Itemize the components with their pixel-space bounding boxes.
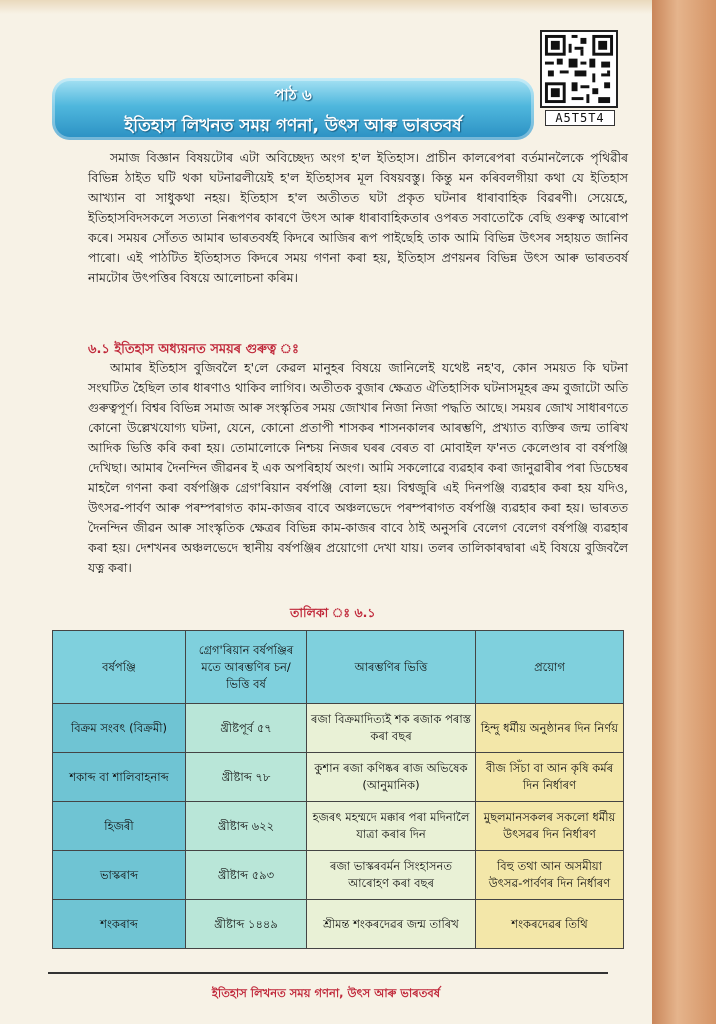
table-header-cell: প্ৰয়োগ — [476, 631, 624, 704]
table-row — [53, 900, 624, 949]
qr-caption: A5T5T4 — [545, 110, 615, 126]
table-cell: কুশান ৰজা কণিষ্কৰ ৰাজ অভিষেক (আনুমানিক) — [307, 753, 476, 802]
table-cell: বীজ সিঁচা বা আন কৃষি কৰ্মৰ দিন নিৰ্ধাৰণ — [476, 753, 624, 802]
table-cell: শ্ৰীমন্ত শংকৰদেৱৰ জন্ম তাৰিখ — [307, 900, 476, 949]
table-header-cell: আৰম্ভণিৰ ভিত্তি — [307, 631, 476, 704]
qr-code-image — [540, 30, 618, 108]
table-cell: খ্ৰীষ্টাব্দ ৫৯৩ — [186, 851, 307, 900]
table-cell: শকাব্দ বা শালিবাহনাব্দ — [53, 753, 186, 802]
chapter-banner — [52, 78, 534, 140]
table-cell: মুছলমানসকলৰ সকলো ধৰ্মীয় উৎসৱৰ দিন নিৰ্ধাৰণ — [476, 802, 624, 851]
section-paragraph: আমাৰ ইতিহাস বুজিবলৈ হ'লে কেৱল মানুহৰ বিষয়ে জানিলেই যথেষ্ট নহ'ব, কোন সময়ত কি ঘটনা সংঘটিত হৈছিল তাৰ ধাৰণাও থাকিব লাগিব। অতীতক বুজাৰ ক্ষেত্ৰত ঐতিহাসিক ঘটনাসমূহৰ ক্ৰম বুজাটো অতি গুৰুত্বপূৰ্ণ। বিশ্বৰ বিভিন্ন সমাজ আৰু সংস্কৃতিৰ সময় জোখাৰ নিজা নিজা পদ্ধতি আছে। সময়ৰ জোখ সাধাৰণতে কোনো উল্লেখযোগ্য ঘটনা, যেনে, কোনো প্ৰতাপী শাসকৰ শাসনকালৰ আৰম্ভণি, প্ৰখ্যাত ব্যক্তিৰ জন্ম তাৰিখ আদিক ভিত্তি কৰি কৰা হয়। তোমালোকে নিশ্চয় নিজৰ ঘৰৰ বেৰত বা মোবাইল ফ'নত কেলেণ্ডাৰ বা বৰ্ষপঞ্জি দেখিছা। আমাৰ দৈনন্দিন জীৱনৰ ই এক অপৰিহাৰ্য অংগ। আমি সকলোৱে ব্যৱহাৰ কৰা জানুৱাৰীৰ পৰা ডিচেম্বৰ মাহলৈ গণনা কৰা বৰ্ষপঞ্জিক গ্ৰেগ'ৰিয়ান বৰ্ষপঞ্জি বোলা হয়। বিশ্বজুৰি এই দিনপঞ্জি ব্যৱহাৰ কৰা হয় যদিও, উৎসৱ-পাৰ্বণ আৰু পৰম্পৰাগত কাম-কাজৰ বাবে অঞ্চলভেদে পৰম্পৰাগত বৰ্ষপঞ্জি ব্যৱহাৰ কৰা হয়। ভাৰতত দৈনন্দিন জীৱন আৰু সাংস্কৃতিক ক্ষেত্ৰৰ বিভিন্ন কাম-কাজৰ বাবে ঠাই অনুসৰি বেলেগ বেলেগ বৰ্ষপঞ্জি ব্যৱহাৰ কৰা হয়। দেশখনৰ অঞ্চলভেদে স্থানীয় বৰ্ষপঞ্জিৰ প্ৰয়োগো দেখা যায়। তলৰ তালিকাৰদ্বাৰা এই বিষয়ে বুজিবলৈ যত্ন কৰা। — [88, 360, 628, 575]
table-cell: খ্ৰীষ্টাব্দ ৭৮ — [186, 753, 307, 802]
chapter-title: ইতিহাস লিখনত সময় গণনা, উৎস আৰু ভাৰতবৰ্ষ — [124, 116, 462, 136]
table-row — [53, 851, 624, 900]
footer-divider — [48, 972, 608, 974]
table-row — [53, 704, 624, 753]
page-top-edge — [0, 0, 652, 14]
table-cell: ভাস্কৰাব্দ — [53, 851, 186, 900]
table-cell: ৰজা বিক্ৰমাদিত্যই শক ৰজাক পৰাস্ত কৰা বছৰ — [307, 704, 476, 753]
table-cell: খ্ৰীষ্টপূৰ্ব ৫৭ — [186, 704, 307, 753]
page-edge — [652, 0, 716, 1024]
table-cell: বিক্ৰম সংবৎ (বিক্ৰমী) — [53, 704, 186, 753]
table-header-cell: বৰ্ষপঞ্জি — [53, 631, 186, 704]
table-cell: খ্ৰীষ্টাব্দ ১৪৪৯ — [186, 900, 307, 949]
table-cell: বিহু তথা আন অসমীয়া উৎসৱ-পাৰ্বণৰ দিন নিৰ্ধাৰণ — [476, 851, 624, 900]
section-heading: ৬.১ ইতিহাস অধ্যয়নত সময়ৰ গুৰুত্ব ঃ — [88, 342, 299, 357]
table-caption: তালিকা ঃ ৬.১ — [290, 605, 376, 620]
chapter-label: পাঠ ৬ — [274, 86, 312, 104]
table-cell: হিন্দু ধৰ্মীয় অনুষ্ঠানৰ দিন নিৰ্ণয় — [476, 704, 624, 753]
table-cell: শংকৰদেৱৰ তিথি — [476, 900, 624, 949]
table-row — [53, 802, 624, 851]
table-row — [53, 753, 624, 802]
table-cell: শংকৰাব্দ — [53, 900, 186, 949]
table-cell: হজৰৎ মহম্মদে মক্কাৰ পৰা মদিনালৈ যাত্ৰা কৰাৰ দিন — [307, 802, 476, 851]
table-cell: হিজৰী — [53, 802, 186, 851]
table-cell: ৰজা ভাস্কৰবৰ্মন সিংহাসনত আৰোহণ কৰা বছৰ — [307, 851, 476, 900]
table-header-cell: গ্ৰেগ'ৰিয়ান বৰ্ষপঞ্জিৰ মতে আৰম্ভণিৰ চন/ ভিত্তি বৰ্ষ — [186, 631, 307, 704]
intro-paragraph: সমাজ বিজ্ঞান বিষয়টোৰ এটা অবিচ্ছেদ্য অংগ হ'ল ইতিহাস। প্ৰাচীন কালৰেপৰা বৰ্তমানলৈকে পৃথিৱীৰ বিভিন্ন ঠাইত ঘটি থকা ঘটনাৱলীয়েই হ'ল ইতিহাসৰ মূল বিষয়বস্তু। কিন্তু মন কৰিবলগীয়া কথা যে ইতিহাস আখ্যান বা সাধুকথা নহয়। ইতিহাস হ'ল অতীতত ঘটা প্ৰকৃত ঘটনাৰ ধাৰাবাহিক বিৱৰণী। সেয়েহে, ইতিহাসবিদসকলে সত্যতা নিৰূপণৰ কাৰণে উৎস আৰু ধাৰাবাহিকতাৰ ওপৰত সবাতোকৈ বেছি গুৰুত্ব আৰোপ কৰে। সময়ৰ সোঁতত আমাৰ ভাৰতবৰ্ষই কিদৰে আজিৰ ৰূপ পাইছেহি তাক আমি বিভিন্ন উৎসৰ সহায়ত জানিব পাৰো। এই পাঠটিত ইতিহাসত কিদৰে সময় গণনা কৰা হয়, ইতিহাস প্ৰণয়নৰ বিভিন্ন উৎস আৰু ভাৰতবৰ্ষ নামটোৰ উৎপত্তিৰ বিষয়ে আলোচনা কৰিম। — [88, 150, 628, 285]
table-header-row — [53, 631, 624, 704]
calendar-table — [52, 630, 624, 949]
table-cell: খ্ৰীষ্টাব্দ ৬২২ — [186, 802, 307, 851]
footer-running-title: ইতিহাস লিখনত সময় গণনা, উৎস আৰু ভাৰতবৰ্ষ — [211, 986, 441, 1000]
